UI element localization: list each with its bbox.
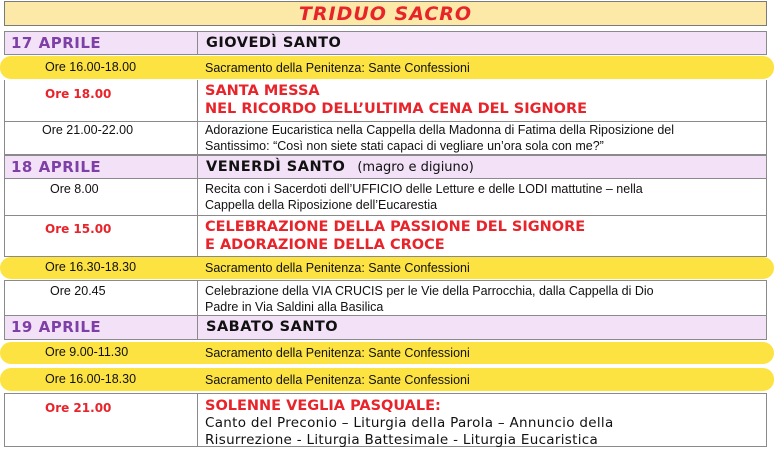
event-row-highlight (0, 342, 774, 364)
event-time: Ore 21.00 (45, 401, 112, 415)
day-name (206, 35, 341, 51)
event-desc: Sacramento della Penitenza: Sante Confessioni (205, 373, 470, 387)
event-time: Ore 20.45 (50, 284, 106, 298)
event-time: Ore 21.00-22.00 (42, 123, 134, 137)
event-row-highlight (0, 257, 774, 279)
event-time: Ore 9.00-11.30 (45, 345, 129, 359)
day-header-18 (4, 155, 767, 179)
event-row (4, 393, 767, 447)
event-row (4, 179, 767, 216)
day-name (206, 319, 338, 335)
day-name-text: GIOVEDÌ SANTO (206, 35, 342, 51)
event-desc: Adorazione Eucaristica nella Cappella della Madonna di Fatima della Riposizione del Santissimo: “Così non siete stati capaci di vegliare un’ora sola con me?” (205, 123, 675, 153)
event-time: Ore 15.00 (45, 222, 112, 236)
event-time: Ore 16.30-18.30 (45, 260, 137, 274)
day-date: 17 APRILE (11, 34, 102, 52)
event-row (4, 80, 767, 122)
event-desc: CELEBRAZIONE DELLA PASSIONE DEL SIGNORE E ADORAZIONE DELLA CROCE (205, 219, 586, 253)
title-bar (4, 1, 767, 26)
event-time: Ore 18.00 (45, 87, 112, 101)
event-time: Ore 8.00 (50, 182, 99, 196)
day-name-text: SABATO SANTO (206, 319, 339, 335)
page-title: TRIDUO SACRO (298, 2, 473, 25)
event-desc: Sacramento della Penitenza: Sante Confessioni (205, 261, 470, 275)
day-header-19 (4, 316, 767, 340)
day-name (206, 159, 474, 175)
event-desc: Sacramento della Penitenza: Sante Confessioni (205, 61, 470, 75)
event-desc: Sacramento della Penitenza: Sante Confessioni (205, 346, 470, 360)
event-desc: Recita con i Sacerdoti dell’UFFICIO delle Letture e delle LODI mattutine – nella Cappella della Riposizione dell’Eucarestia (205, 182, 643, 212)
day-date: 19 APRILE (11, 318, 102, 336)
day-header-17 (4, 31, 767, 55)
day-name-text: VENERDÌ SANTO (206, 159, 346, 175)
event-time: Ore 16.00-18.30 (45, 372, 137, 386)
event-desc: Celebrazione della VIA CRUCIS per le Vie della Parrocchia, dalla Cappella di Dio Padre in Via Saldini alla Basilica (205, 284, 654, 314)
day-note: (magro e digiuno) (357, 160, 474, 175)
event-desc: SOLENNE VEGLIA PASQUALE: Canto del Preconio – Liturgia della Parola – Annuncio della Risurrezione - Liturgia Battesimale - Liturgia Eucaristica (205, 398, 614, 448)
event-row-highlight (0, 368, 774, 391)
event-row (4, 122, 767, 155)
event-row (4, 280, 767, 316)
event-row (4, 216, 767, 257)
event-desc: SANTA MESSA NEL RICORDO DELL’ULTIMA CENA DEL SIGNORE (205, 83, 588, 117)
event-row-highlight (0, 56, 774, 79)
event-time: Ore 16.00-18.00 (45, 60, 137, 74)
day-date: 18 APRILE (11, 158, 102, 176)
